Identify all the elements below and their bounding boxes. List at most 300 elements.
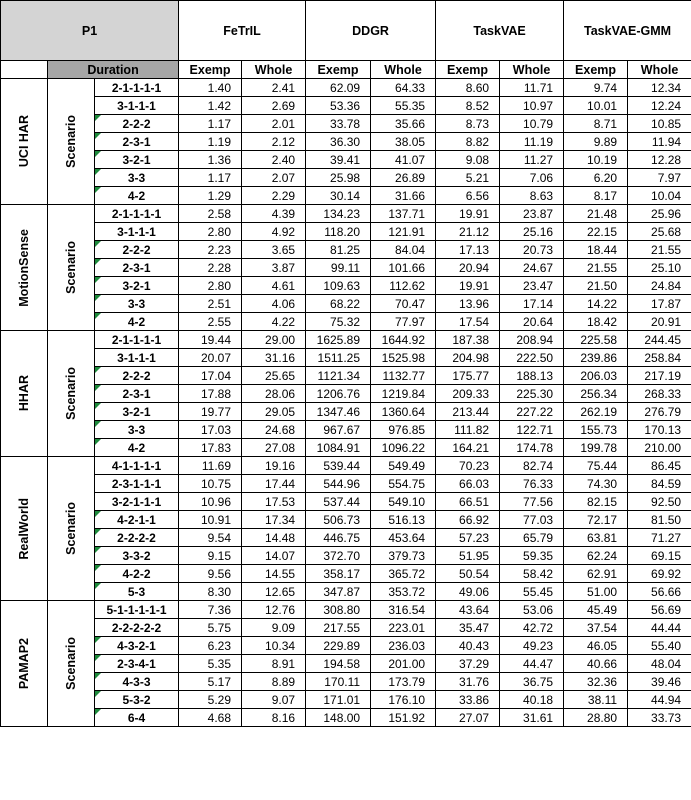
- value-cell: 1347.46: [306, 403, 371, 421]
- table-row: [1, 511, 691, 529]
- value-cell: 9.54: [179, 529, 242, 547]
- value-cell: 976.85: [371, 421, 436, 439]
- table-row: [1, 205, 691, 223]
- table-row: [1, 619, 691, 637]
- value-cell: 1.19: [179, 133, 242, 151]
- value-cell: 19.91: [436, 205, 500, 223]
- scenario-cell: 3-2-1: [95, 403, 179, 421]
- value-cell: 20.91: [628, 313, 691, 331]
- value-cell: 23.87: [500, 205, 564, 223]
- method-header: TaskVAE-GMM: [564, 1, 691, 61]
- value-cell: 1096.22: [371, 439, 436, 457]
- table-row: [1, 115, 691, 133]
- value-cell: 19.91: [436, 277, 500, 295]
- value-cell: 56.66: [628, 583, 691, 601]
- value-cell: 1132.77: [371, 367, 436, 385]
- value-cell: 55.45: [500, 583, 564, 601]
- value-cell: 170.13: [628, 421, 691, 439]
- value-cell: 173.79: [371, 673, 436, 691]
- value-cell: 17.03: [179, 421, 242, 439]
- scenario-cell: 4-2-2: [95, 565, 179, 583]
- value-cell: 58.42: [500, 565, 564, 583]
- value-cell: 225.30: [500, 385, 564, 403]
- scenario-cell: 3-3-2: [95, 547, 179, 565]
- value-cell: 68.22: [306, 295, 371, 313]
- dataset-label: [1, 601, 48, 727]
- value-cell: 1206.76: [306, 385, 371, 403]
- value-cell: 4.06: [242, 295, 306, 313]
- value-cell: 14.07: [242, 547, 306, 565]
- value-cell: 6.56: [436, 187, 500, 205]
- scenario-cell: 2-1-1-1-1: [95, 331, 179, 349]
- scenario-cell: 6-4: [95, 709, 179, 727]
- scenario-cell: 2-3-1: [95, 259, 179, 277]
- value-cell: 1084.91: [306, 439, 371, 457]
- table-row: [1, 313, 691, 331]
- table-row: [1, 367, 691, 385]
- corner-label: P1: [1, 1, 179, 61]
- value-cell: 14.48: [242, 529, 306, 547]
- value-cell: 208.94: [500, 331, 564, 349]
- value-cell: 26.89: [371, 169, 436, 187]
- value-cell: 69.15: [628, 547, 691, 565]
- value-cell: 1.29: [179, 187, 242, 205]
- value-cell: 35.66: [371, 115, 436, 133]
- value-cell: 23.47: [500, 277, 564, 295]
- value-cell: 1625.89: [306, 331, 371, 349]
- value-cell: 8.16: [242, 709, 306, 727]
- value-cell: 122.71: [500, 421, 564, 439]
- table-row: [1, 655, 691, 673]
- value-cell: 8.89: [242, 673, 306, 691]
- value-cell: 11.19: [500, 133, 564, 151]
- table-row: [1, 691, 691, 709]
- value-cell: 187.38: [436, 331, 500, 349]
- value-cell: 84.59: [628, 475, 691, 493]
- value-cell: 39.46: [628, 673, 691, 691]
- value-cell: 39.41: [306, 151, 371, 169]
- scenario-cell: 4-3-3: [95, 673, 179, 691]
- value-cell: 84.04: [371, 241, 436, 259]
- value-cell: 48.04: [628, 655, 691, 673]
- value-cell: 10.79: [500, 115, 564, 133]
- value-cell: 10.97: [500, 97, 564, 115]
- table-row: [1, 223, 691, 241]
- subheader-exemp: Exemp: [564, 61, 628, 79]
- value-cell: 549.10: [371, 493, 436, 511]
- value-cell: 1.17: [179, 169, 242, 187]
- value-cell: 57.23: [436, 529, 500, 547]
- value-cell: 40.66: [564, 655, 628, 673]
- value-cell: 17.53: [242, 493, 306, 511]
- value-cell: 17.04: [179, 367, 242, 385]
- value-cell: 24.84: [628, 277, 691, 295]
- value-cell: 36.75: [500, 673, 564, 691]
- value-cell: 50.54: [436, 565, 500, 583]
- value-cell: 8.71: [564, 115, 628, 133]
- dataset-name: RealWorld: [17, 497, 31, 560]
- value-cell: 72.17: [564, 511, 628, 529]
- value-cell: 38.11: [564, 691, 628, 709]
- value-cell: 213.44: [436, 403, 500, 421]
- scenario-text: Scenario: [64, 241, 78, 294]
- value-cell: 1.36: [179, 151, 242, 169]
- value-cell: 544.96: [306, 475, 371, 493]
- value-cell: 9.07: [242, 691, 306, 709]
- value-cell: 121.91: [371, 223, 436, 241]
- value-cell: 11.71: [500, 79, 564, 97]
- dataset-label: [1, 457, 48, 601]
- value-cell: 4.22: [242, 313, 306, 331]
- value-cell: 99.11: [306, 259, 371, 277]
- value-cell: 32.36: [564, 673, 628, 691]
- value-cell: 239.86: [564, 349, 628, 367]
- value-cell: 11.27: [500, 151, 564, 169]
- dataset-name: MotionSense: [17, 228, 31, 307]
- scenario-cell: 4-3-2-1: [95, 637, 179, 655]
- table-row: [1, 97, 691, 115]
- value-cell: 268.33: [628, 385, 691, 403]
- value-cell: 8.60: [436, 79, 500, 97]
- value-cell: 5.75: [179, 619, 242, 637]
- value-cell: 21.55: [564, 259, 628, 277]
- scenario-cell: 2-2-2: [95, 115, 179, 133]
- value-cell: 170.11: [306, 673, 371, 691]
- table-row: [1, 637, 691, 655]
- value-cell: 38.05: [371, 133, 436, 151]
- value-cell: 8.73: [436, 115, 500, 133]
- value-cell: 20.07: [179, 349, 242, 367]
- table-row: [1, 673, 691, 691]
- scenario-cell: 2-3-4-1: [95, 655, 179, 673]
- value-cell: 506.73: [306, 511, 371, 529]
- value-cell: 25.10: [628, 259, 691, 277]
- value-cell: 4.39: [242, 205, 306, 223]
- value-cell: 14.55: [242, 565, 306, 583]
- value-cell: 199.78: [564, 439, 628, 457]
- value-cell: 10.01: [564, 97, 628, 115]
- value-cell: 62.91: [564, 565, 628, 583]
- value-cell: 171.01: [306, 691, 371, 709]
- table-row: [1, 421, 691, 439]
- value-cell: 20.73: [500, 241, 564, 259]
- value-cell: 66.51: [436, 493, 500, 511]
- value-cell: 75.44: [564, 457, 628, 475]
- dataset-name: HHAR: [17, 375, 31, 412]
- value-cell: 9.08: [436, 151, 500, 169]
- value-cell: 164.21: [436, 439, 500, 457]
- dataset-label: [1, 205, 48, 331]
- value-cell: 347.87: [306, 583, 371, 601]
- value-cell: 22.15: [564, 223, 628, 241]
- value-cell: 9.89: [564, 133, 628, 151]
- value-cell: 29.05: [242, 403, 306, 421]
- value-cell: 276.79: [628, 403, 691, 421]
- value-cell: 28.06: [242, 385, 306, 403]
- value-cell: 2.69: [242, 97, 306, 115]
- dataset-label: [1, 331, 48, 457]
- table-row: [1, 169, 691, 187]
- value-cell: 5.17: [179, 673, 242, 691]
- value-cell: 222.50: [500, 349, 564, 367]
- method-header: TaskVAE: [436, 1, 564, 61]
- value-cell: 1644.92: [371, 331, 436, 349]
- scenario-cell: 2-1-1-1-1: [95, 79, 179, 97]
- scenario-label: [48, 79, 95, 205]
- duration-label: Duration: [48, 61, 179, 79]
- value-cell: 21.55: [628, 241, 691, 259]
- scenario-cell: 2-1-1-1-1: [95, 205, 179, 223]
- value-cell: 66.03: [436, 475, 500, 493]
- value-cell: 4.68: [179, 709, 242, 727]
- value-cell: 118.20: [306, 223, 371, 241]
- value-cell: 17.88: [179, 385, 242, 403]
- scenario-text: Scenario: [64, 502, 78, 555]
- value-cell: 70.47: [371, 295, 436, 313]
- value-cell: 236.03: [371, 637, 436, 655]
- value-cell: 31.66: [371, 187, 436, 205]
- value-cell: 365.72: [371, 565, 436, 583]
- value-cell: 19.44: [179, 331, 242, 349]
- value-cell: 549.49: [371, 457, 436, 475]
- value-cell: 229.89: [306, 637, 371, 655]
- subheader-whole: Whole: [628, 61, 691, 79]
- value-cell: 17.54: [436, 313, 500, 331]
- value-cell: 6.20: [564, 169, 628, 187]
- scenario-cell: 4-2: [95, 313, 179, 331]
- value-cell: 40.43: [436, 637, 500, 655]
- value-cell: 2.23: [179, 241, 242, 259]
- scenario-cell: 3-2-1: [95, 277, 179, 295]
- value-cell: 63.81: [564, 529, 628, 547]
- value-cell: 69.92: [628, 565, 691, 583]
- value-cell: 66.92: [436, 511, 500, 529]
- scenario-cell: 3-3: [95, 169, 179, 187]
- scenario-cell: 3-2-1: [95, 151, 179, 169]
- value-cell: 53.06: [500, 601, 564, 619]
- scenario-cell: 3-1-1-1: [95, 97, 179, 115]
- value-cell: 8.91: [242, 655, 306, 673]
- value-cell: 65.79: [500, 529, 564, 547]
- value-cell: 31.16: [242, 349, 306, 367]
- value-cell: 14.22: [564, 295, 628, 313]
- value-cell: 12.28: [628, 151, 691, 169]
- scenario-cell: 4-2: [95, 187, 179, 205]
- value-cell: 19.16: [242, 457, 306, 475]
- value-cell: 20.64: [500, 313, 564, 331]
- value-cell: 12.65: [242, 583, 306, 601]
- table-row: [1, 529, 691, 547]
- value-cell: 453.64: [371, 529, 436, 547]
- table-row: [1, 439, 691, 457]
- value-cell: 4.61: [242, 277, 306, 295]
- value-cell: 27.07: [436, 709, 500, 727]
- value-cell: 8.52: [436, 97, 500, 115]
- value-cell: 77.03: [500, 511, 564, 529]
- value-cell: 37.29: [436, 655, 500, 673]
- value-cell: 1121.34: [306, 367, 371, 385]
- value-cell: 5.21: [436, 169, 500, 187]
- value-cell: 225.58: [564, 331, 628, 349]
- value-cell: 151.92: [371, 709, 436, 727]
- value-cell: 31.61: [500, 709, 564, 727]
- scenario-cell: 3-3: [95, 421, 179, 439]
- value-cell: 227.22: [500, 403, 564, 421]
- value-cell: 9.09: [242, 619, 306, 637]
- value-cell: 204.98: [436, 349, 500, 367]
- value-cell: 262.19: [564, 403, 628, 421]
- value-cell: 1.40: [179, 79, 242, 97]
- value-cell: 51.95: [436, 547, 500, 565]
- value-cell: 62.09: [306, 79, 371, 97]
- value-cell: 7.36: [179, 601, 242, 619]
- value-cell: 44.44: [628, 619, 691, 637]
- value-cell: 17.87: [628, 295, 691, 313]
- value-cell: 2.07: [242, 169, 306, 187]
- value-cell: 40.18: [500, 691, 564, 709]
- table-row: [1, 277, 691, 295]
- value-cell: 1360.64: [371, 403, 436, 421]
- value-cell: 81.50: [628, 511, 691, 529]
- value-cell: 77.97: [371, 313, 436, 331]
- scenario-cell: 5-3: [95, 583, 179, 601]
- value-cell: 20.94: [436, 259, 500, 277]
- value-cell: 10.19: [564, 151, 628, 169]
- value-cell: 3.87: [242, 259, 306, 277]
- value-cell: 11.69: [179, 457, 242, 475]
- value-cell: 137.71: [371, 205, 436, 223]
- value-cell: 82.74: [500, 457, 564, 475]
- value-cell: 33.86: [436, 691, 500, 709]
- value-cell: 46.05: [564, 637, 628, 655]
- scenario-cell: 5-1-1-1-1-1: [95, 601, 179, 619]
- value-cell: 21.48: [564, 205, 628, 223]
- value-cell: 17.13: [436, 241, 500, 259]
- value-cell: 30.14: [306, 187, 371, 205]
- dataset-label: [1, 79, 48, 205]
- value-cell: 308.80: [306, 601, 371, 619]
- value-cell: 37.54: [564, 619, 628, 637]
- scenario-cell: 3-1-1-1: [95, 349, 179, 367]
- value-cell: 17.34: [242, 511, 306, 529]
- scenario-cell: 2-2-2: [95, 241, 179, 259]
- value-cell: 19.77: [179, 403, 242, 421]
- value-cell: 201.00: [371, 655, 436, 673]
- value-cell: 217.19: [628, 367, 691, 385]
- value-cell: 358.17: [306, 565, 371, 583]
- blank-cell: [1, 61, 48, 79]
- table-row: [1, 349, 691, 367]
- value-cell: 1525.98: [371, 349, 436, 367]
- value-cell: 12.76: [242, 601, 306, 619]
- value-cell: 256.34: [564, 385, 628, 403]
- value-cell: 17.83: [179, 439, 242, 457]
- value-cell: 7.97: [628, 169, 691, 187]
- value-cell: 111.82: [436, 421, 500, 439]
- value-cell: 10.75: [179, 475, 242, 493]
- value-cell: 516.13: [371, 511, 436, 529]
- value-cell: 6.23: [179, 637, 242, 655]
- value-cell: 379.73: [371, 547, 436, 565]
- value-cell: 12.24: [628, 97, 691, 115]
- value-cell: 206.03: [564, 367, 628, 385]
- subheader-whole: Whole: [500, 61, 564, 79]
- value-cell: 223.01: [371, 619, 436, 637]
- value-cell: 81.25: [306, 241, 371, 259]
- table-row: [1, 601, 691, 619]
- subheader-whole: Whole: [242, 61, 306, 79]
- value-cell: 148.00: [306, 709, 371, 727]
- value-cell: 44.94: [628, 691, 691, 709]
- value-cell: 17.44: [242, 475, 306, 493]
- scenario-label: [48, 205, 95, 331]
- value-cell: 8.63: [500, 187, 564, 205]
- scenario-cell: 3-2-1-1-1: [95, 493, 179, 511]
- value-cell: 10.96: [179, 493, 242, 511]
- value-cell: 209.33: [436, 385, 500, 403]
- table-row: [1, 295, 691, 313]
- value-cell: 29.00: [242, 331, 306, 349]
- value-cell: 10.04: [628, 187, 691, 205]
- value-cell: 33.73: [628, 709, 691, 727]
- value-cell: 49.23: [500, 637, 564, 655]
- value-cell: 2.55: [179, 313, 242, 331]
- value-cell: 64.33: [371, 79, 436, 97]
- value-cell: 155.73: [564, 421, 628, 439]
- table-row: [1, 133, 691, 151]
- value-cell: 27.08: [242, 439, 306, 457]
- value-cell: 174.78: [500, 439, 564, 457]
- scenario-cell: 3-3: [95, 295, 179, 313]
- value-cell: 42.72: [500, 619, 564, 637]
- value-cell: 2.51: [179, 295, 242, 313]
- value-cell: 2.80: [179, 223, 242, 241]
- value-cell: 24.67: [500, 259, 564, 277]
- value-cell: 77.56: [500, 493, 564, 511]
- value-cell: 41.07: [371, 151, 436, 169]
- value-cell: 70.23: [436, 457, 500, 475]
- value-cell: 53.36: [306, 97, 371, 115]
- table-row: [1, 259, 691, 277]
- value-cell: 82.15: [564, 493, 628, 511]
- table-row: [1, 241, 691, 259]
- scenario-text: Scenario: [64, 115, 78, 168]
- method-header: FeTrIL: [179, 1, 306, 61]
- value-cell: 43.64: [436, 601, 500, 619]
- value-cell: 244.45: [628, 331, 691, 349]
- value-cell: 10.91: [179, 511, 242, 529]
- value-cell: 537.44: [306, 493, 371, 511]
- value-cell: 8.30: [179, 583, 242, 601]
- value-cell: 25.65: [242, 367, 306, 385]
- value-cell: 188.13: [500, 367, 564, 385]
- value-cell: 372.70: [306, 547, 371, 565]
- value-cell: 13.96: [436, 295, 500, 313]
- value-cell: 3.65: [242, 241, 306, 259]
- table-row: [1, 709, 691, 727]
- scenario-label: [48, 331, 95, 457]
- value-cell: 76.33: [500, 475, 564, 493]
- scenario-text: Scenario: [64, 637, 78, 690]
- value-cell: 18.44: [564, 241, 628, 259]
- scenario-label: [48, 601, 95, 727]
- scenario-label: [48, 457, 95, 601]
- value-cell: 2.29: [242, 187, 306, 205]
- value-cell: 2.28: [179, 259, 242, 277]
- table-row: [1, 565, 691, 583]
- value-cell: 2.80: [179, 277, 242, 295]
- value-cell: 92.50: [628, 493, 691, 511]
